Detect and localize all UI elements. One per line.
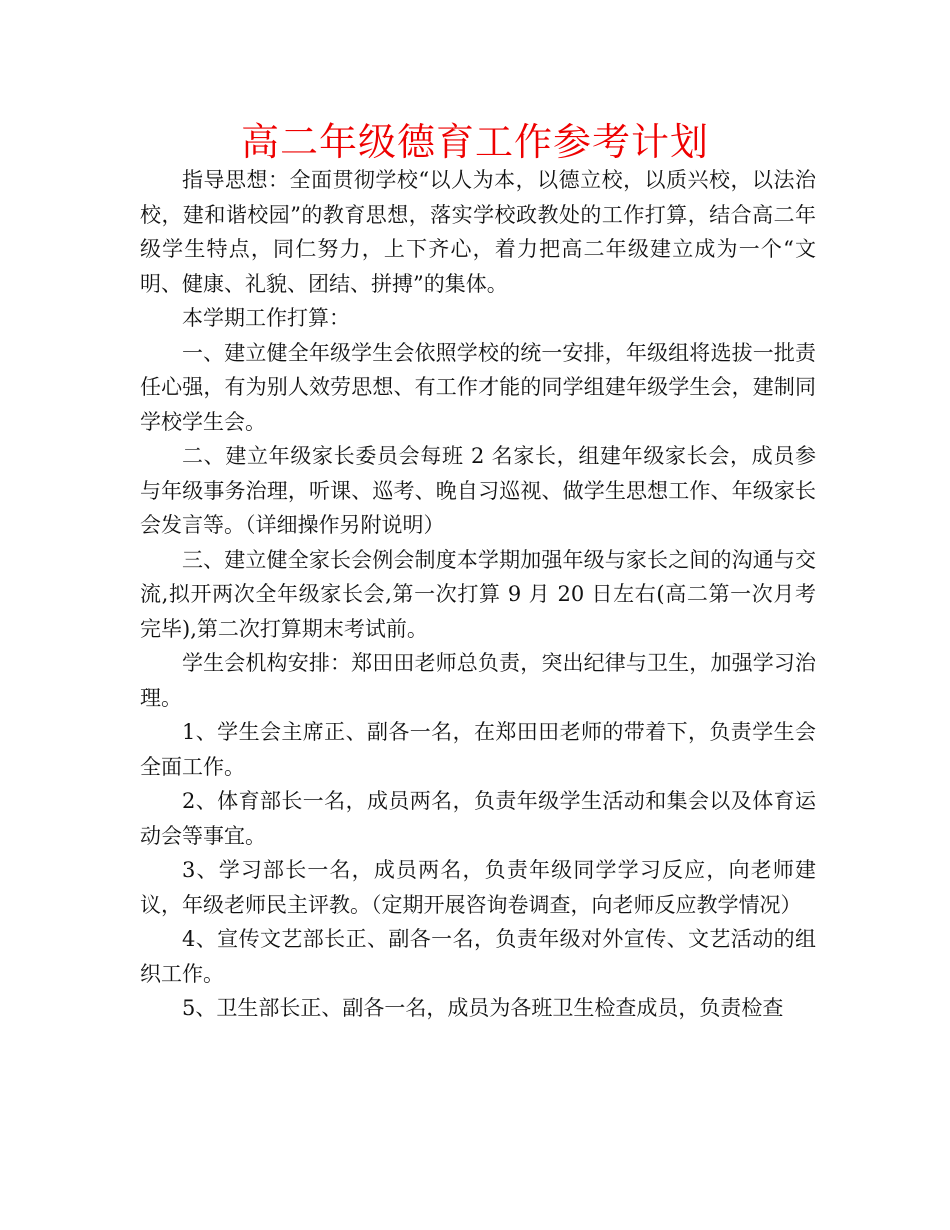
paragraph-guiding-thought: 指导思想：全面贯彻学校“以人为本，以德立校，以质兴校，以法治校，建和谐校园”的教育思想，落实学校政教处的工作打算，结合高二年级学生特点，同仁努力，上下齐心，着力把高二年级建立成为一个“文明、健康、礼貌、团结、拼搏”的集体。 [140,168,816,296]
document-title: 高二年级德育工作参考计划 [240,120,709,164]
paragraph-item-2-parent-committee: 二、建立年级家长委员会每班 2 名家长，组建年级家长会，成员参与年级事务治理，听课、巡考、晚自习巡视、做学生思想工作、年级家长会发言等。（详细操作另附说明） [140,444,816,537]
paragraph-union-structure: 学生会机构安排：郑田田老师总负责，突出纪律与卫生，加强学习治理。 [140,651,816,710]
paragraph-item-3-parent-meetings: 三、建立健全家长会例会制度本学期加强年级与家长之间的沟通与交流,拟开两次全年级家长会,第一次打算 9 月 20 日左右(高二第一次月考完毕),第二次打算期末考试前。 [140,547,816,641]
paragraph-role-5: 5、卫生部长正、副各一名，成员为各班卫生检查成员，负责检查 [182,996,784,1020]
paragraph-role-2: 2、体育部长一名，成员两名，负责年级学生活动和集会以及体育运动会等事宜。 [140,789,816,848]
paragraph-role-1: 1、学生会主席正、副各一名，在郑田田老师的带着下，负责学生会全面工作。 [140,720,816,779]
paragraph-role-3: 3、学习部长一名，成员两名，负责年级同学学习反应，向老师建议，年级老师民主评教。（定期开展咨询卷调查，向老师反应教学情况） [140,858,816,917]
paragraph-item-1-student-union: 一、建立健全年级学生会依照学校的统一安排，年级组将选拔一批责任心强，有为别人效劳思想、有工作才能的同学组建年级学生会，建制同学校学生会。 [140,340,816,434]
paragraph-semester-plan-heading: 本学期工作打算： [182,306,350,330]
paragraph-role-4: 4、宣传文艺部长正、副各一名，负责年级对外宣传、文艺活动的组织工作。 [140,927,816,986]
document-body [140,163,816,1026]
